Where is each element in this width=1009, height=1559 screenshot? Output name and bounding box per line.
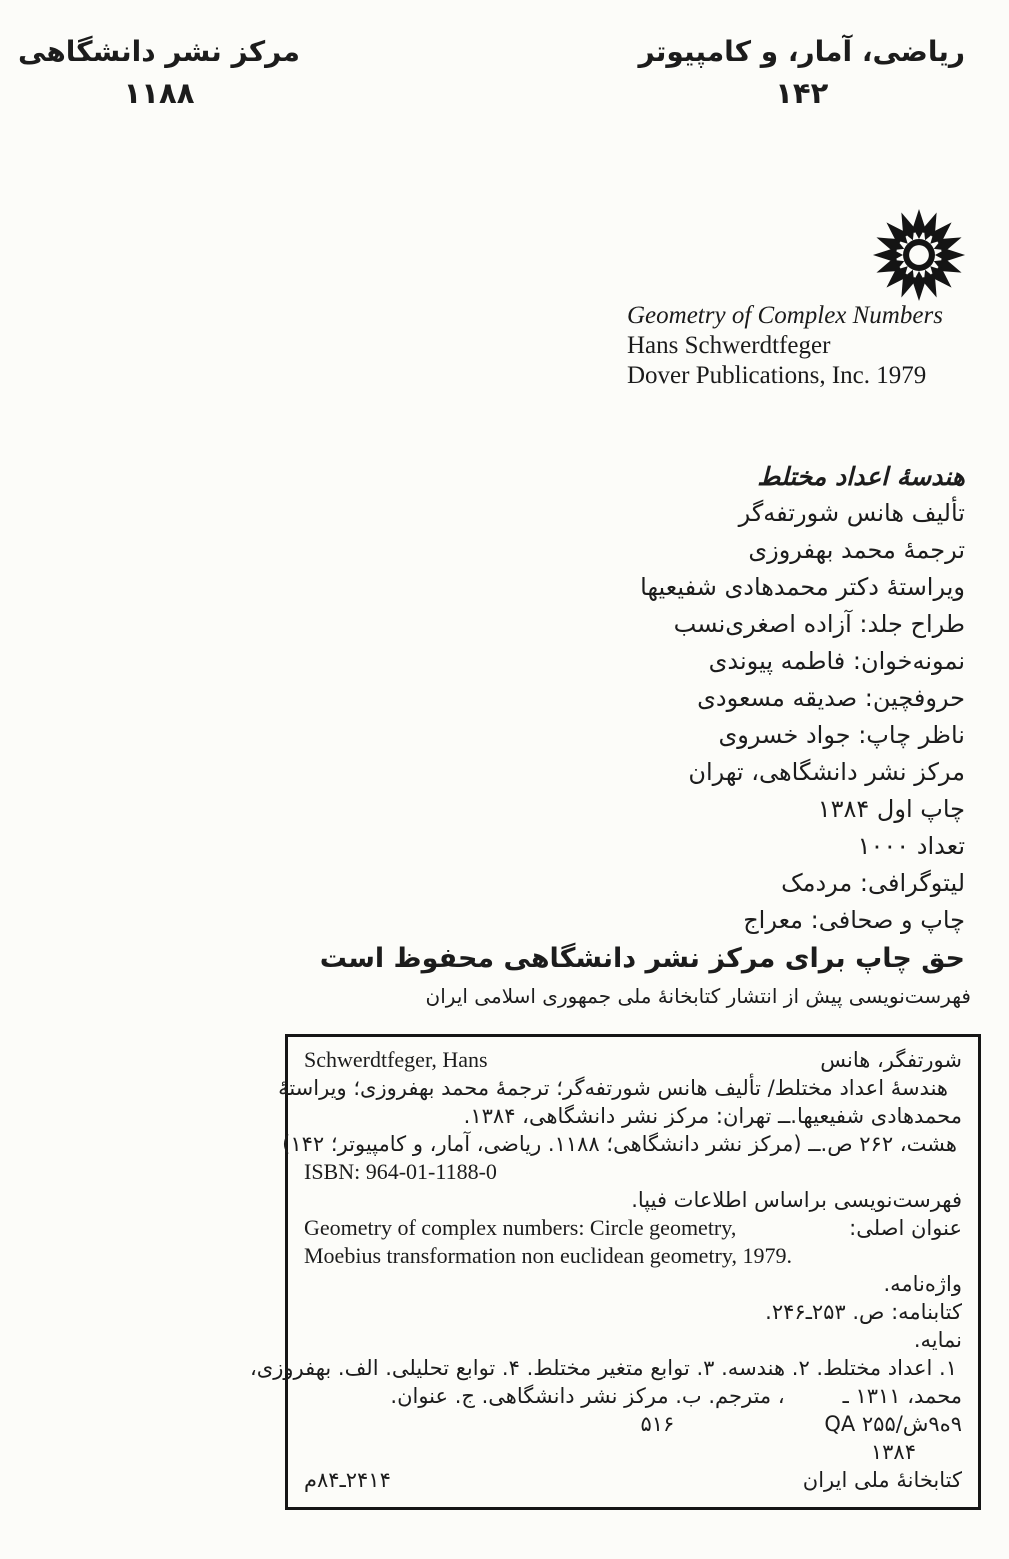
cip-subjects-line2-start: محمد، ۱۳۱۱ ـ xyxy=(842,1384,962,1408)
series-title: ریاضی، آمار، و کامپیوتر xyxy=(638,35,965,68)
series-number: ۱۴۲ xyxy=(775,76,829,110)
colophon-line-translator: ترجمهٔ محمد بهفروزی xyxy=(748,536,965,564)
colophon-line-editor: ویراستهٔ دکتر محمدهادی شفیعیها xyxy=(640,573,965,601)
cip-subjects-line2 xyxy=(304,1382,962,1410)
colophon-line-proofreader: نمونه‌خوان: فاطمه پیوندی xyxy=(708,647,965,675)
colophon-line-publisher: مرکز نشر دانشگاهی، تهران xyxy=(688,758,965,786)
series-header xyxy=(639,30,966,112)
cip-bibliography-note: کتابنامه: ص. ۲۵۳ـ۲۴۶. xyxy=(765,1300,962,1324)
cip-call-number: QA ۲۵۵/ش۹ه۹ xyxy=(824,1412,962,1436)
publisher-name: مرکز نشر دانشگاهی xyxy=(18,35,300,68)
cip-original-title-line2: Moebius transformation non euclidean geometry, 1979. xyxy=(304,1243,792,1268)
cip-national-library: کتابخانهٔ ملی ایران xyxy=(802,1468,962,1492)
cip-bibliography-number: ۲۴۱۴ـ۸۴م xyxy=(304,1468,391,1492)
original-edition-credit xyxy=(627,301,943,391)
colophon-line-lithography: لیتوگرافی: مردمک xyxy=(781,869,965,897)
colophon-line-printing-binding: چاپ و صحافی: معراج xyxy=(743,906,965,934)
cip-national-library-row xyxy=(304,1466,962,1494)
colophon-line-cover-designer: طراح جلد: آزاده اصغری‌نسب xyxy=(673,610,965,638)
cip-original-title-line1: Geometry of complex numbers: Circle geometry, xyxy=(304,1215,737,1240)
cip-isbn: ISBN: 964-01-1188-0 xyxy=(304,1159,497,1184)
colophon-line-print-supervisor: ناظر چاپ: جواد خسروی xyxy=(718,721,965,749)
cip-dewey-number: ۵۱۶ xyxy=(640,1412,675,1436)
cip-author-en: Schwerdtfeger, Hans xyxy=(304,1047,488,1072)
cip-call-number-row xyxy=(304,1410,962,1438)
copyright-notice: حق چاپ برای مرکز نشر دانشگاهی محفوظ است xyxy=(319,943,965,974)
cip-author-row xyxy=(304,1046,962,1074)
publisher-number: ۱۱۸۸ xyxy=(123,76,195,110)
publisher-header xyxy=(16,30,302,112)
cip-catalog-year: ۱۳۸۴ xyxy=(870,1440,916,1464)
cip-preamble-note: فهرست‌نویسی پیش از انتشار کتابخانهٔ ملی جمهوری اسلامی ایران xyxy=(425,984,971,1008)
cip-original-title-label: عنوان اصلی: xyxy=(849,1216,962,1240)
colophon-line-print-run: تعداد ۱۰۰۰ xyxy=(857,832,965,860)
cip-fipa-note: فهرست‌نویسی براساس اطلاعات فیپا. xyxy=(631,1188,962,1212)
colophon-line-edition: چاپ اول ۱۳۸۴ xyxy=(817,795,965,823)
cip-index-note: نمایه. xyxy=(913,1328,962,1352)
cip-author-fa: شورتفگر، هانس xyxy=(820,1048,962,1072)
colophon xyxy=(205,458,971,1013)
original-title: Geometry of Complex Numbers xyxy=(627,302,943,329)
colophon-line-typesetter: حروفچین: صدیقه مسعودی xyxy=(697,684,965,712)
cip-subjects-line2-end: ، مترجم. ب. مرکز نشر دانشگاهی. ج. عنوان. xyxy=(390,1384,785,1408)
cip-subjects-line1: ۱. اعداد مختلط. ۲. هندسه. ۳. توابع متغیر مختلط. ۴. توابع تحلیلی. الف. بهفروزی، xyxy=(249,1356,957,1380)
cip-description-line1: هندسهٔ اعداد مختلط/ تألیف هانس شورتفه‌گر؛ ترجمهٔ محمد بهفروزی؛ ویراستهٔ xyxy=(278,1076,948,1100)
cip-collation: هشت، ۲۶۲ ص.ــ (مرکز نشر دانشگاهی؛ ۱۱۸۸. ریاضی، آمار، و کامپیوتر؛ ۱۴۲) xyxy=(282,1132,957,1156)
cip-original-title-row xyxy=(304,1214,962,1242)
colophon-line-author: تألیف هانس شورتفه‌گر xyxy=(738,499,965,527)
cip-description-line2: محمدهادی شفیعیها.ــ تهران: مرکز نشر دانشگاهی، ۱۳۸۴. xyxy=(463,1104,962,1128)
publisher-logo-sunburst-icon xyxy=(872,208,966,302)
original-author: Hans Schwerdtfeger xyxy=(627,332,831,359)
cip-glossary-note: واژه‌نامه. xyxy=(883,1272,962,1296)
book-title-fa: هندسهٔ اعداد مختلط xyxy=(757,462,965,491)
cip-catalog-box xyxy=(249,1034,981,1510)
original-publisher: Dover Publications, Inc. 1979 xyxy=(627,362,927,389)
